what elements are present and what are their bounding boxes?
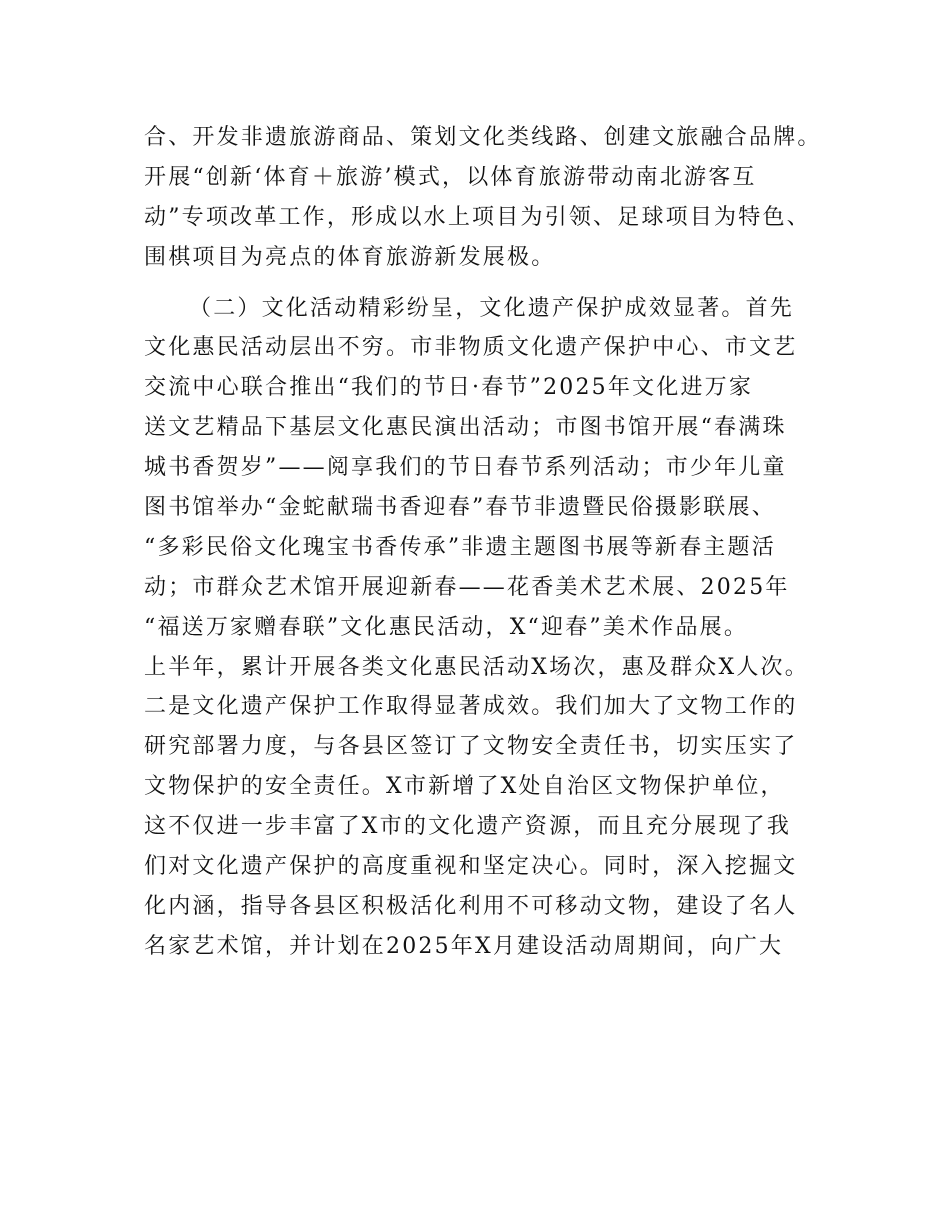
- paragraph-line: 围棋项目为亮点的体育旅游新发展极。: [144, 244, 556, 270]
- paragraph-line: 开展“创新‘体育＋旅游’模式，以体育旅游带动南北游客互: [144, 164, 757, 190]
- paragraph-line: 文化惠民活动层出不穷。市非物质文化遗产保护中心、市文艺: [144, 335, 798, 361]
- paragraph-1: [144, 118, 824, 278]
- paragraph-line: 名家艺术馆，并计划在2025年X月建设活动周期间，向广大: [144, 933, 784, 959]
- paragraph-line: 图书馆举办“金蛇献瑞书香迎春”春节非遗暨民俗摄影联展、: [144, 495, 776, 521]
- paragraph-line: 动；市群众艺术馆开展迎新春——花香美术艺术展、2025年: [144, 574, 790, 600]
- paragraph-line: （二）文化活动精彩纷呈，文化遗产保护成效显著。首先: [189, 295, 795, 321]
- paragraph-line: 这不仅进一步丰富了X市的文化遗产资源，而且充分展现了我: [144, 814, 792, 840]
- paragraph-line: 交流中心联合推出“我们的节日·春节”2025年文化进万家: [144, 375, 754, 401]
- paragraph-line: 化内涵，指导各县区积极活化利用不可移动文物，建设了名人: [144, 893, 798, 919]
- paragraph-line: 送文艺精品下基层文化惠民演出活动；市图书馆开展“春满珠: [144, 415, 787, 441]
- paragraph-line: 研究部署力度，与各县区签订了文物安全责任书，切实压实了: [144, 734, 798, 760]
- paragraph-line: “福送万家赠春联”文化惠民活动，X“迎春”美术作品展。: [144, 614, 749, 640]
- paragraph-line: 二是文化遗产保护工作取得显著成效。我们加大了文物工作的: [144, 694, 798, 720]
- paragraph-line: 们对文化遗产保护的高度重视和坚定决心。同时，深入挖掘文: [144, 854, 798, 880]
- paragraph-line: 文物保护的安全责任。X市新增了X处自治区文物保护单位，: [144, 774, 785, 800]
- paragraph-line: 动”专项改革工作，形成以水上项目为引领、足球项目为特色、: [144, 204, 811, 230]
- paragraph-line: 城书香贺岁”——阅享我们的节日春节系列活动；市少年儿童: [144, 455, 787, 481]
- paragraph-line: 合、开发非遗旅游商品、策划文化类线路、创建文旅融合品牌。: [144, 125, 822, 150]
- paragraph-line: 上半年，累计开展各类文化惠民活动X场次，惠及群众X人次。: [144, 654, 809, 680]
- paragraph-spacing: [144, 278, 824, 289]
- document-body: [144, 118, 824, 967]
- paragraph-line: “多彩民俗文化瑰宝书香传承”非遗主题图书展等新春主题活: [144, 534, 776, 560]
- paragraph-2: [144, 289, 824, 967]
